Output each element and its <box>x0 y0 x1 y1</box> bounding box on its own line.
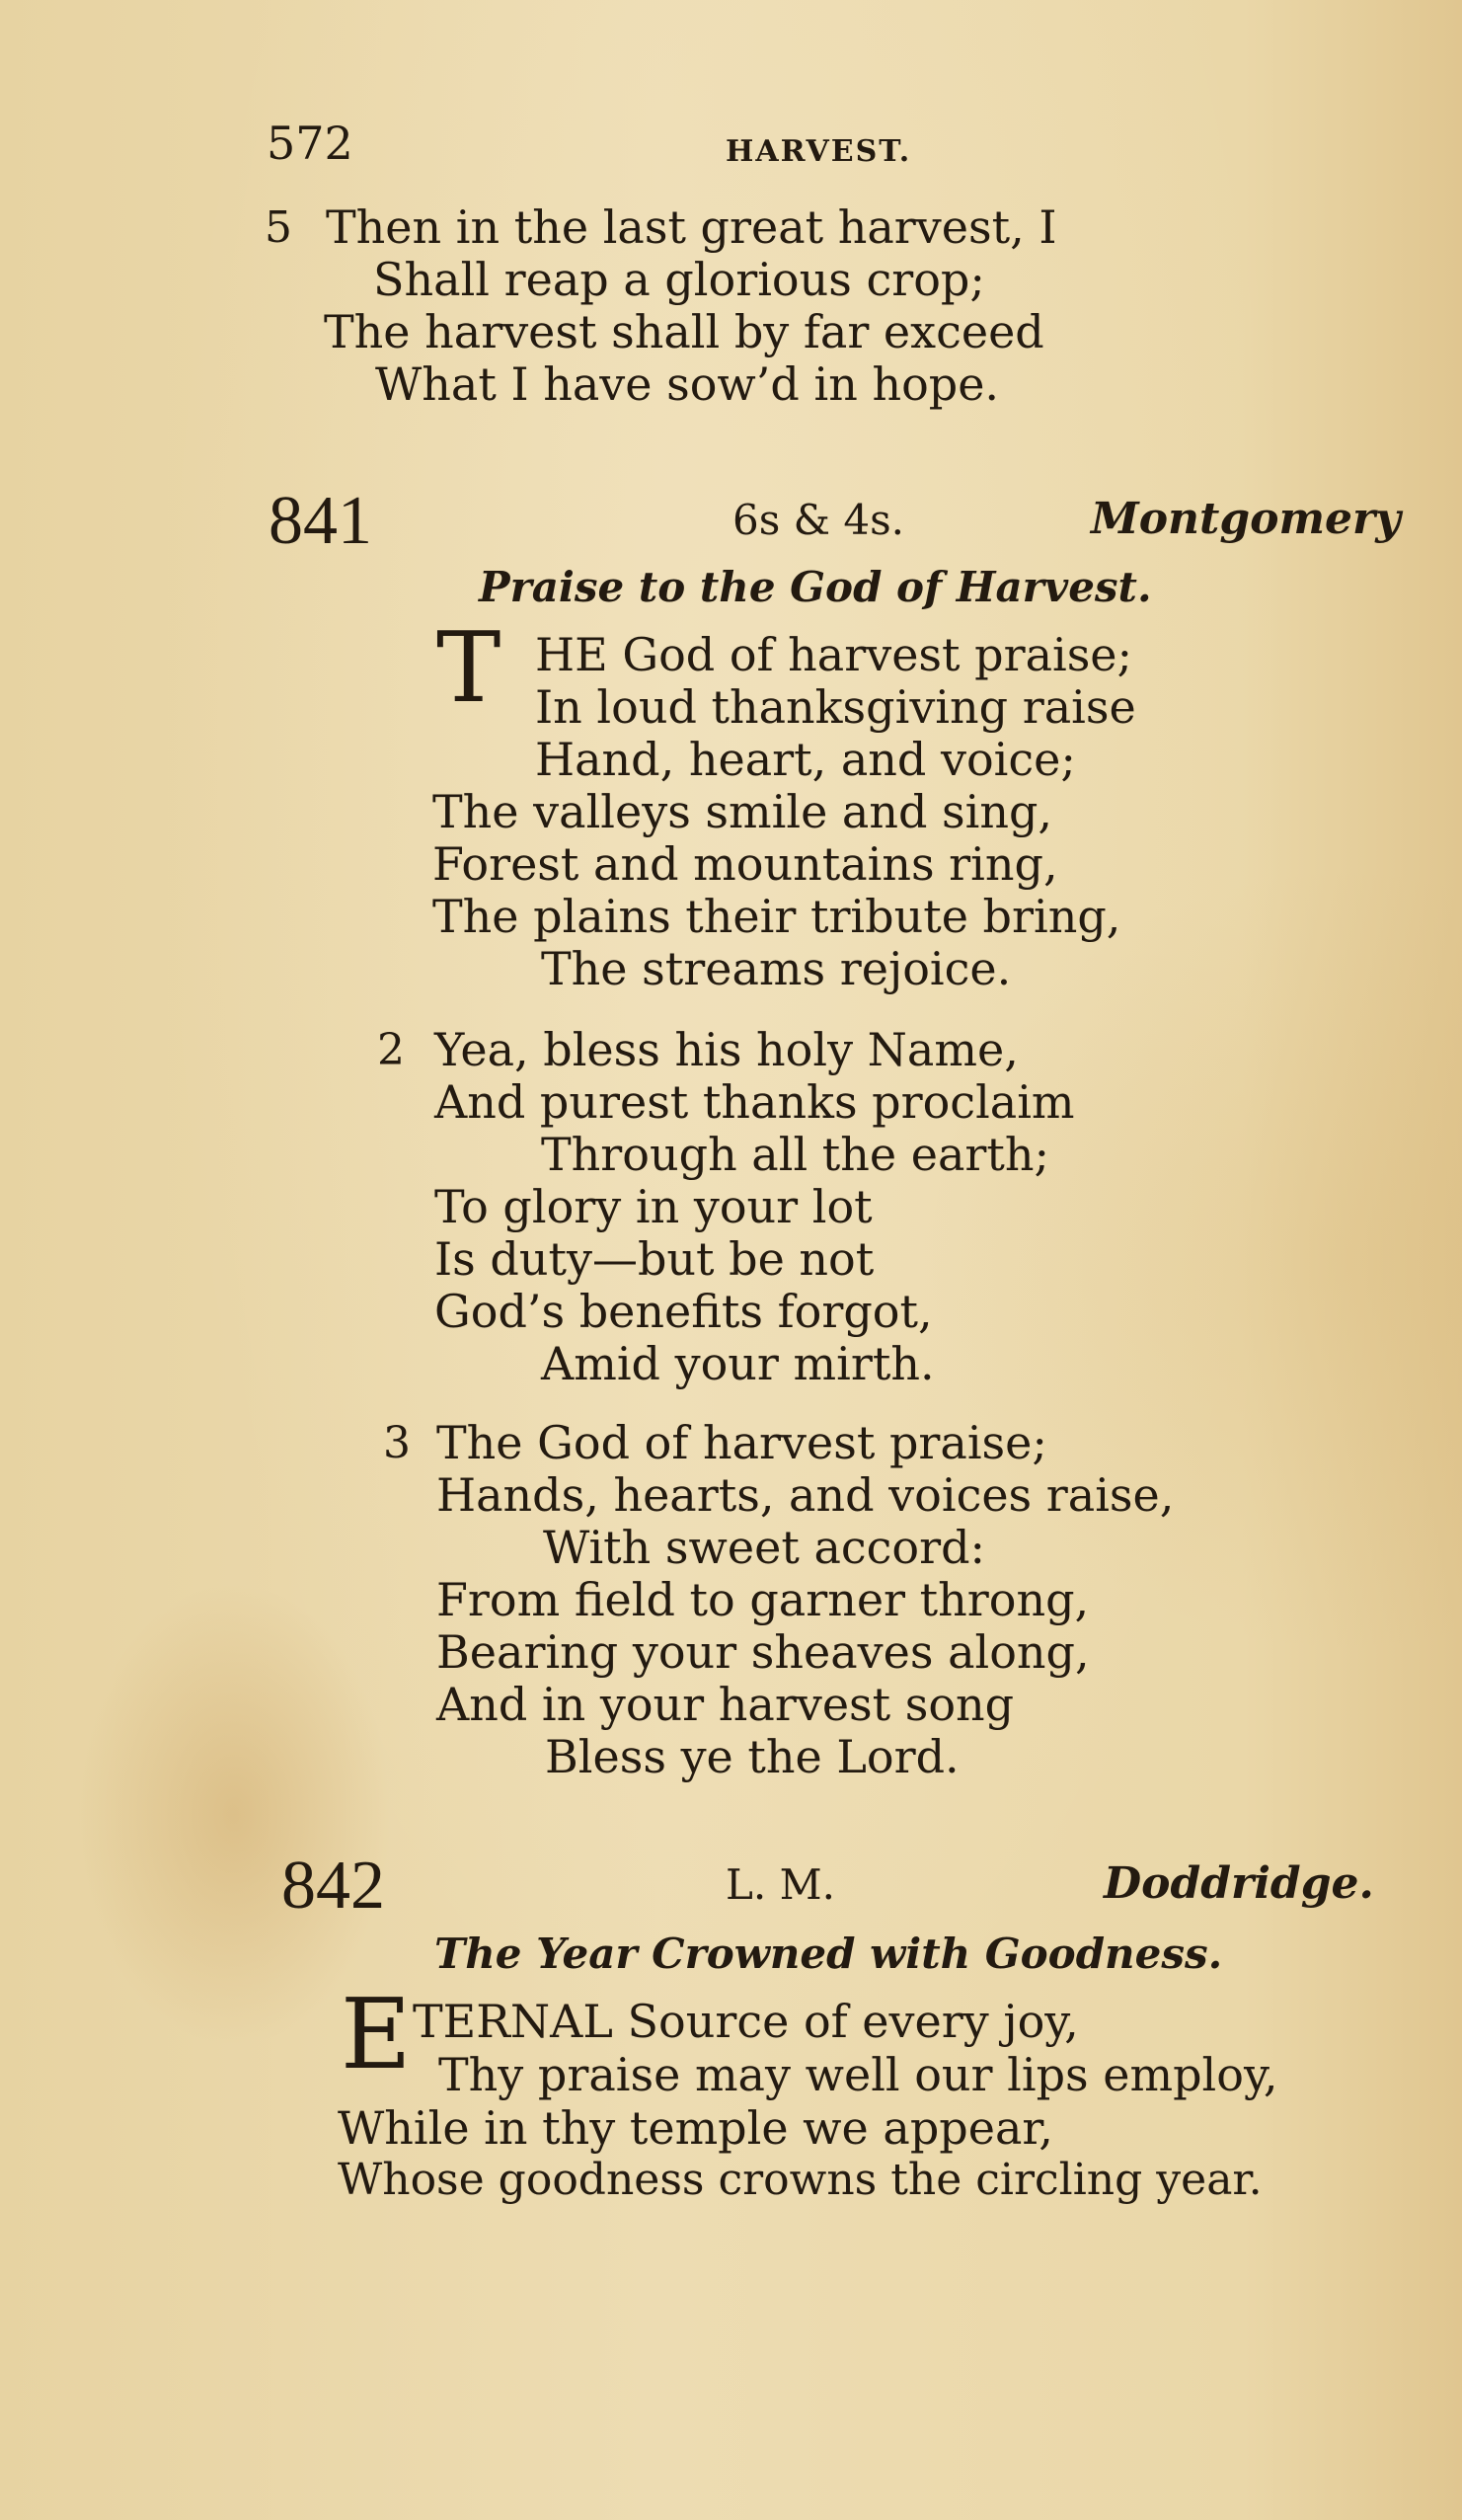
hymn-meter: L. M. <box>726 1860 835 1909</box>
verse-line: Then in the last great harvest, I <box>326 200 1057 254</box>
verse-line: Bearing your sheaves along, <box>436 1625 1090 1679</box>
verse-line: Thy praise may well our lips employ, <box>438 2048 1278 2101</box>
verse-number: 5 <box>265 202 292 253</box>
verse-line: Bless ye the Lord. <box>545 1730 960 1783</box>
verse-line: Amid your mirth. <box>541 1337 935 1390</box>
verse-line: God’s benefits forgot, <box>434 1285 933 1338</box>
hymn-title: The Year Crowned with Goodness. <box>434 1929 1223 1978</box>
hymn-author: Doddridge. <box>1104 1858 1374 1909</box>
verse-line: Is duty—but be not <box>434 1232 875 1286</box>
verse-line: The valleys smile and sing, <box>432 785 1053 838</box>
verse-line: The God of harvest praise; <box>436 1416 1047 1469</box>
verse-line: Hand, heart, and voice; <box>535 733 1076 786</box>
hymn-title: Praise to the God of Harvest. <box>479 563 1152 611</box>
verse-line: Through all the earth; <box>541 1128 1049 1181</box>
verse-line: In loud thanksgiving raise <box>535 680 1136 734</box>
verse-number: 3 <box>383 1418 411 1468</box>
verse-line: To glory in your lot <box>434 1180 873 1233</box>
verse-line: The streams rejoice. <box>541 942 1012 995</box>
verse-number: 2 <box>377 1025 405 1075</box>
verse-line: The harvest shall by far exceed <box>324 305 1044 358</box>
verse-line: Yea, bless his holy Name, <box>434 1023 1019 1076</box>
running-head: HARVEST. <box>726 134 912 169</box>
hymn-author: Montgomery <box>1091 494 1401 544</box>
hymn-number: 841 <box>269 483 372 559</box>
verse-line: And purest thanks proclaim <box>434 1075 1075 1129</box>
verse-line: With sweet accord: <box>543 1521 986 1574</box>
verse-line: Whose goodness crowns the circling year. <box>338 2155 1263 2205</box>
verse-line: Hands, hearts, and voices raise, <box>436 1468 1175 1522</box>
verse-line: While in thy temple we appear, <box>338 2101 1053 2155</box>
verse-line: HE God of harvest praise; <box>535 628 1133 681</box>
hymn-number: 842 <box>281 1848 385 1924</box>
drop-cap: T <box>436 612 501 725</box>
verse-line: The plains their tribute bring, <box>432 890 1121 943</box>
verse-line: Shall reap a glorious crop; <box>373 253 985 306</box>
verse-line: TERNAL Source of every joy, <box>413 1995 1079 2048</box>
page-number: 572 <box>267 117 353 170</box>
verse-line: From field to garner throng, <box>436 1573 1090 1626</box>
drop-cap: E <box>341 1979 412 2091</box>
verse-line: What I have sow’d in hope. <box>375 357 1000 411</box>
verse-line: And in your harvest song <box>436 1678 1015 1731</box>
hymn-meter: 6s & 4s. <box>732 496 904 544</box>
verse-line: Forest and mountains ring, <box>432 837 1058 891</box>
